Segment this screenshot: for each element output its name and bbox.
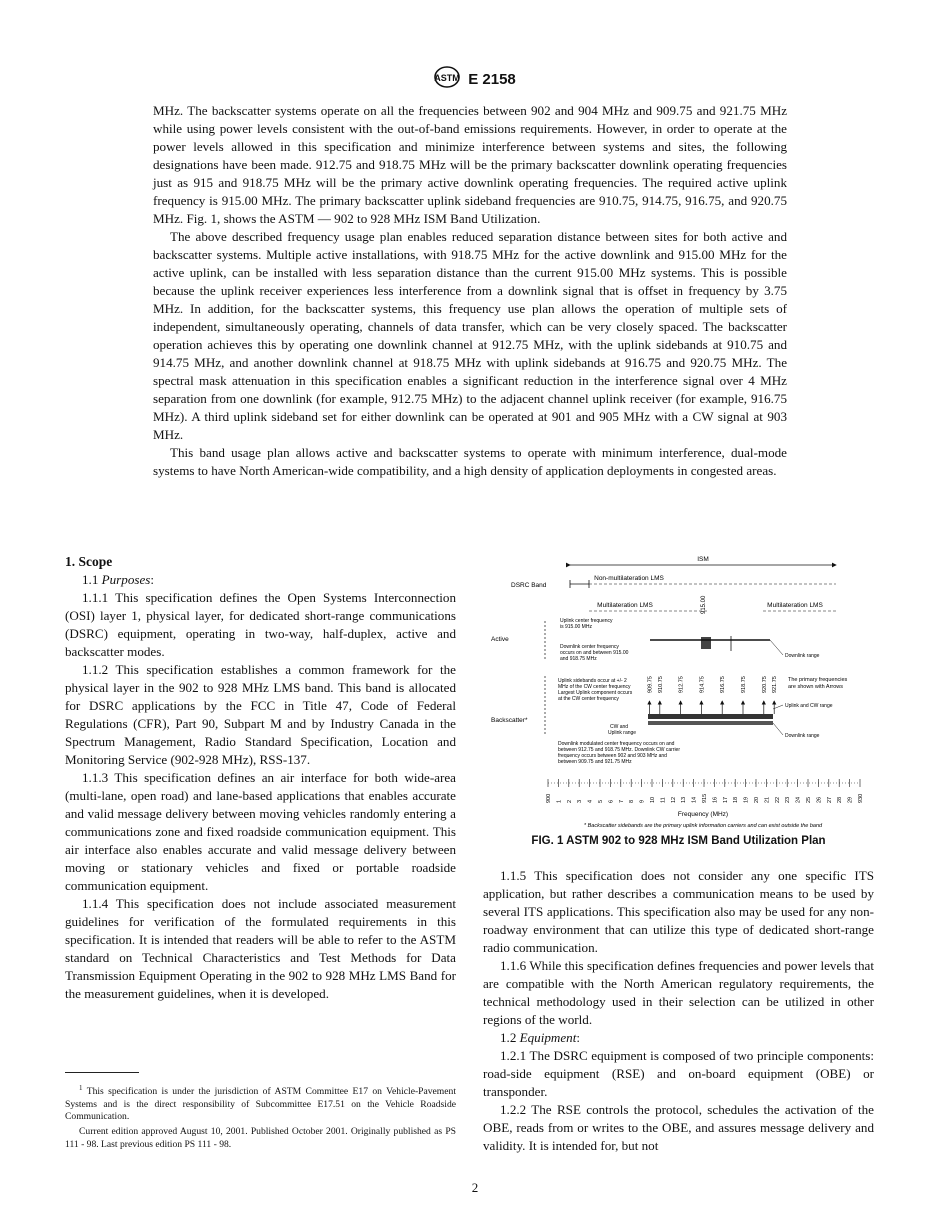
paragraph: 1.1.3 This specification defines an air interface for both wide-area (multi-lane, open road) and lane-based applications that enables accurate and valid message delivery between moving vehicles randomly entering a communications zone and fixed roadside communication equipment. This air interface also enables accurate and valid message delivery between moving or stationary vehicles and fixed or portable roadside communication equipment. (65, 770, 456, 893)
axis-tick-label: 1 (556, 799, 563, 803)
backscatter-label: Backscatter* (491, 717, 528, 724)
axis-tick-label: 23 (785, 796, 792, 803)
axis-tick-label: 27 (826, 796, 833, 803)
dsrc-band-label: DSRC Band (511, 582, 547, 589)
axis-tick-label: 3 (577, 799, 584, 803)
axis-tick-label: 16 (712, 796, 719, 803)
axis-tick-label: 24 (795, 796, 802, 803)
footnote-mark: 1 (79, 1084, 83, 1092)
axis-tick-label: 6 (608, 799, 615, 803)
paragraph: 1.1.4 This specification does not include associated measurement guidelines for verification of the formulated requirements in this specification. It is intended that readers will be able to refer to the ASTM standard on Technical Characteristics and Test Methods for Data Transmission Equipment Operating in the 902 to 928 MHz LMS Band for the measurement guidelines, when it is developed. (65, 896, 456, 1001)
fig-note: Uplink sidebands occur at +/- 2 (558, 678, 627, 684)
frequency-label: 916.75 (720, 676, 727, 693)
axis-tick-label: 19 (743, 796, 750, 803)
axis-tick-label: 10 (650, 796, 656, 803)
fig-note: MHz of the CW center frequency (558, 684, 631, 690)
axis-tick-label: 8 (629, 799, 636, 803)
intro-paragraph: The above described frequency usage plan enables reduced separation distance between sites for both active and backscatter systems. Multiple active installations, with 918.75 MHz for the active downlink and 915.00 MHz for the active uplink, can be installed with less separation distance than the current 915.00 MHz systems. This is possible because the uplink receiver experiences less interference from a downlink signal that is offset in frequency by 3.75 MHz. In addition, for the backscatter systems, this frequency use plan allows the operation of multiple sets of independent, simultaneously operating, channels of data transfer, which can be very closely spaced. The backscatter operation achieves this by operating one downlink channel at 912.75 MHz, with the uplink sidebands at 910.75 and 914.75 MHz, and another downlink channel at 918.75 MHz with uplink sidebands at 916.75 and 920.75 MHz. The spectral mask attenuation in this specification enables a significant reduction in the interference signal over 4 MHz separation from one downlink (for example, 912.75 MHz) to the adjacent channel uplink receiver (for example, 916.75 MHz). A third uplink sideband set for either downlink can be operated at 901 and 905 MHz with a CW signal at 903 MHz. (153, 229, 787, 442)
fig-note: between 909.75 and 921.75 MHz (558, 759, 632, 765)
axis-tick-label: 18 (733, 796, 740, 803)
fig-note: and 918.75 MHz (560, 656, 597, 662)
axis-tick-label: 17 (722, 796, 729, 803)
page-header (0, 66, 950, 93)
right-column (483, 867, 874, 1155)
backscatter-arrows (649, 701, 774, 714)
axis-tick-label: 4 (587, 799, 594, 803)
fig-note: frequency occurs between 902 and 903 MHz and (558, 753, 667, 759)
freq-915-label: 915.00 (701, 595, 707, 614)
axis-tick-label: 26 (816, 796, 823, 803)
subsection-colon: : (150, 572, 155, 587)
fig-note: Largest Uplink component occurs (558, 690, 633, 696)
fig-note: Uplink range (608, 730, 637, 736)
footnote-text: This specification is under the jurisdiction of ASTM Committee E17 on Vehicle-Pavement Systems and is the direct responsibility of Subcommittee E17.51 on the Vehicle Roadside Communication. (65, 1086, 456, 1123)
axis-tick-label: 13 (681, 796, 688, 803)
ism-label: ISM (697, 556, 709, 563)
multilateration-left-label: Multilateration LMS (597, 602, 653, 609)
axis-tick-label: 14 (691, 796, 698, 803)
axis-tick-label: 7 (618, 799, 625, 803)
frequency-labels (647, 676, 778, 693)
footnote-rule (65, 1072, 139, 1073)
axis-tick-label: 930 (858, 793, 864, 803)
fig-note: are shown with Arrows (788, 684, 844, 690)
axis-tick-label: 9 (639, 799, 646, 803)
fig-note: Downlink modulated center frequency occurs on and (558, 741, 675, 747)
intro-paragraph: This band usage plan allows active and backscatter systems to operate with minimum interference, dual-mode systems to have North American-wide compatibility, and a high density of application deployments in congested areas. (153, 445, 787, 478)
figure-caption: FIG. 1 ASTM 902 to 928 MHz ISM Band Utilization Plan (531, 835, 826, 847)
section-title: 1. Scope (65, 554, 113, 569)
footnote-1 (65, 1082, 456, 1124)
active-label: Active (491, 636, 509, 643)
frequency-label: 920.75 (761, 676, 768, 693)
frequency-label: 909.75 (647, 676, 654, 693)
fig-note: CW and (610, 724, 629, 730)
paragraph: 1.1.2 This specification establishes a common framework for the physical layer in the 902 to 928 MHz LMS band. This band is allocated for DSRC applications by the FCC in Title 47, Code of Federal Regulations (CFR), Part 90, Subpart M and by Industry Canada in the Spectrum Management, Radio Standard Specification, Location and Monitoring Service (902-928 MHz), RSS-137. (65, 662, 456, 767)
axis-tick-label: 25 (806, 796, 812, 803)
footnote-text: Current edition approved August 10, 2001. Published October 2001. Originally published as PS 111 - 98. Last previous edition PS 111 - 98. (65, 1126, 456, 1150)
page-number: 2 (471, 1180, 479, 1195)
axis-tick-label: 20 (754, 796, 760, 803)
paragraph: 1.1.1 This specification defines the Open Systems Interconnection (OSI) layer 1, physical layer, for dedicated short-range communications (DSRC) equipment, operating in two-way, half-duplex, active and backscatter modes. (65, 590, 456, 659)
axis-ticks (546, 779, 864, 803)
svg-text:ASTM: ASTM (434, 73, 460, 83)
paragraph: 1.2.1 The DSRC equipment is composed of two principle components: road-side equipment (RSE) and on-board equipment (OBE) or transponder. (483, 1048, 874, 1099)
axis-tick-label: 21 (764, 796, 771, 803)
subsection-heading (483, 1029, 874, 1047)
footnote-2 (65, 1126, 456, 1151)
frequency-label: 912.75 (678, 676, 685, 693)
multilateration-right-label: Multilateration LMS (767, 602, 823, 609)
fig-note: The primary frequencies (788, 677, 848, 683)
left-column (65, 553, 456, 1003)
figure-1 (483, 551, 883, 851)
figure-footnote: * Backscatter sidebands are the primary uplink information carriers and can exist outside the band (583, 823, 823, 829)
paragraph: 1.2.2 The RSE controls the protocol, schedules the activation of the OBE, reads from or writes to the OBE, and assures message delivery and validity. It is intended for, but not (483, 1102, 874, 1153)
subsection-title: Purposes (101, 572, 151, 587)
backscatter-cw-bar (648, 714, 773, 719)
axis-tick-label: 915 (702, 793, 708, 803)
subsection-heading (65, 571, 456, 589)
astm-logo-icon (434, 66, 460, 93)
axis-label: Frequency (MHz) (677, 811, 729, 818)
axis-tick-label: 900 (546, 793, 552, 803)
fig-note: occurs on and between 915.00 (560, 650, 629, 656)
axis-tick-label: 22 (774, 796, 781, 803)
subsection-colon: : (576, 1030, 581, 1045)
subsection-title: Equipment (519, 1030, 577, 1045)
fig-note: Downlink range (785, 733, 820, 739)
paragraph: 1.1.6 While this specification defines frequencies and power levels that are compatible with the North American regulatory requirements, the technical methodology used in their selection can be utilized in other regions of the world. (483, 958, 874, 1027)
axis-tick-label: 29 (847, 796, 854, 803)
axis-tick-label: 11 (660, 797, 667, 803)
subsection-number: 1.2 (500, 1030, 520, 1045)
intro-text (153, 102, 787, 480)
frequency-label: 914.75 (699, 676, 706, 693)
designation: E 2158 (468, 71, 516, 88)
axis-tick-label: 12 (670, 796, 677, 803)
axis-tick-label: 28 (837, 796, 844, 803)
frequency-label: 910.75 (657, 676, 664, 693)
frequency-label: 921.75 (772, 676, 779, 693)
axis-tick-label: 5 (598, 799, 604, 803)
fig-note: between 912.75 and 918.75 MHz. Downlink CW carrier (558, 747, 681, 753)
fig-note: Downlink center frequency (560, 644, 619, 650)
fig-note: Uplink center frequency (560, 618, 613, 624)
fig-note: Downlink range (785, 653, 820, 659)
paragraph: 1.1.5 This specification does not consider any one specific ITS application, but rather describes a communication means to be used by several ITS applications. This specification also may be used for any non-roadway environment that can utilize this type of dedicated short-range radio communication. (483, 868, 874, 955)
frequency-label: 918.75 (741, 676, 747, 693)
axis-tick-label: 2 (566, 799, 573, 803)
fig-note: at the CW center frequency (558, 696, 619, 702)
intro-paragraph: MHz. The backscatter systems operate on all the frequencies between 902 and 904 MHz and 909.75 and 921.75 MHz while using power levels consistent with the out-of-band emissions requirements. However, in order to operate at the power levels allowed in this specification and minimize interference between systems and sites, the following designations have been made. 912.75 and 918.75 MHz will be the primary backscatter downlink operating frequencies just as 915 and 918.75 MHz will be the primary active downlink operating frequencies. The required active uplink frequency is 915.00 MHz. The primary backscatter uplink sideband frequencies are 910.75, 914.75, 916.75, and 920.75 MHz. Fig. 1, shows the ASTM — 902 to 928 MHz ISM Band Utilization. (153, 103, 787, 226)
fig-note: is 915.00 MHz (560, 624, 592, 630)
subsection-number: 1.1 (82, 572, 102, 587)
fig-note: Uplink and CW range (785, 703, 833, 709)
non-multilateration-label: Non-multilateration LMS (594, 575, 664, 582)
